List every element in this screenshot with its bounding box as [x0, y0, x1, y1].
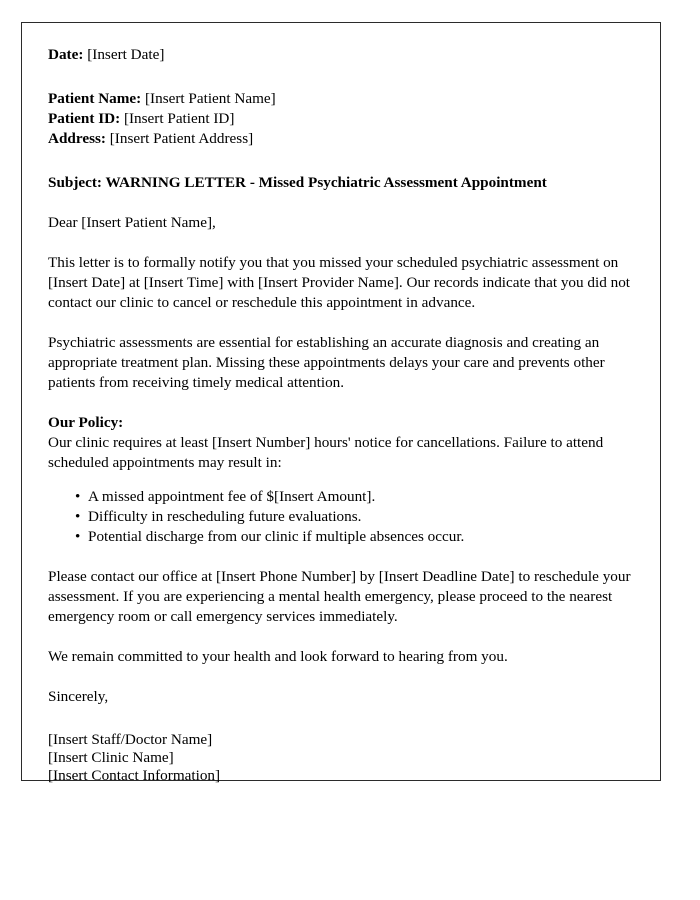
- patient-name-value: [Insert Patient Name]: [145, 90, 276, 107]
- spacer: [48, 149, 634, 173]
- spacer: [48, 193, 634, 213]
- spacer: [48, 707, 634, 731]
- address-value: [Insert Patient Address]: [109, 130, 254, 147]
- signature-clinic-name: [Insert Clinic Name]: [48, 749, 174, 766]
- sign-off: Sincerely,: [48, 688, 109, 705]
- date-label: Date:: [48, 46, 84, 63]
- spacer: [48, 667, 634, 687]
- address-label: Address:: [48, 130, 106, 147]
- signature-contact-info: [Insert Contact Information]: [48, 767, 221, 784]
- date-line: [48, 45, 634, 65]
- subject-line: Subject: WARNING LETTER - Missed Psychiatric Assessment Appointment: [48, 174, 547, 191]
- policy-consequences-list: [48, 487, 634, 547]
- letter-sheet: [21, 22, 661, 784]
- patient-id-label: Patient ID:: [48, 110, 121, 127]
- spacer: [48, 627, 634, 647]
- spacer: [48, 65, 634, 89]
- body-paragraph-3: Please contact our office at [Insert Phone Number] by [Insert Deadline Date] to reschedule your assessment. If you are experiencing a mental health emergency, please proceed to the nearest emergency room or call emergency services immediately.: [48, 568, 631, 625]
- address-line: [48, 129, 634, 149]
- spacer: [48, 547, 634, 567]
- bullet-icon: •: [75, 508, 81, 525]
- letter-content: [48, 45, 634, 785]
- policy-intro: Our clinic requires at least [Insert Number] hours' notice for cancellations. Failure to attend scheduled appointments may result in:: [48, 434, 604, 471]
- signature-staff-name: [Insert Staff/Doctor Name]: [48, 731, 213, 748]
- list-item: [48, 487, 634, 507]
- bullet-icon: •: [75, 528, 81, 545]
- patient-name-label: Patient Name:: [48, 90, 142, 107]
- patient-id-value: [Insert Patient ID]: [123, 110, 235, 127]
- list-item: [48, 527, 634, 547]
- bullet-icon: •: [75, 488, 81, 505]
- patient-name-line: [48, 89, 634, 109]
- salutation: Dear [Insert Patient Name],: [48, 214, 216, 231]
- list-item-label: Difficulty in rescheduling future evaluations.: [88, 508, 362, 525]
- date-value: [Insert Date]: [87, 46, 165, 63]
- spacer: [48, 393, 634, 413]
- body-paragraph-2: Psychiatric assessments are essential for establishing an accurate diagnosis and creating an appropriate treatment plan. Missing these appointments delays your care and prevents other patients from receiving timely medical attention.: [48, 334, 605, 391]
- body-paragraph-4: We remain committed to your health and look forward to hearing from you.: [48, 648, 508, 665]
- patient-id-line: [48, 109, 634, 129]
- spacer: [48, 473, 634, 487]
- list-item: [48, 507, 634, 527]
- spacer: [48, 313, 634, 333]
- list-item-label: A missed appointment fee of $[Insert Amount].: [88, 488, 376, 505]
- list-item-label: Potential discharge from our clinic if multiple absences occur.: [88, 528, 465, 545]
- body-paragraph-1: This letter is to formally notify you that you missed your scheduled psychiatric assessment on [Insert Date] at [Insert Time] with [Insert Provider Name]. Our records indicate that you did not contact our clinic to cancel or reschedule this appointment in advance.: [48, 254, 631, 311]
- policy-heading: Our Policy:: [48, 414, 124, 431]
- spacer: [48, 233, 634, 253]
